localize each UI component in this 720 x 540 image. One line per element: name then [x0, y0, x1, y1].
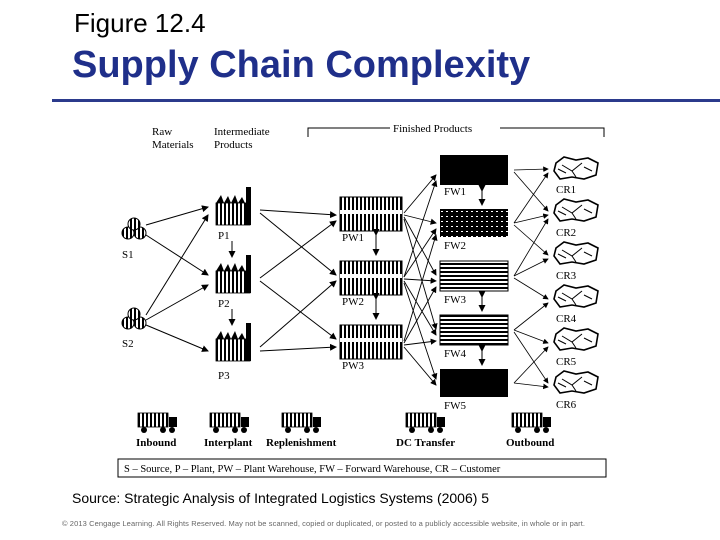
raw-materials-label-2: Materials — [152, 139, 194, 151]
customer-cr2-icon — [554, 199, 598, 221]
title-divider — [52, 99, 720, 102]
replenishment-arrows — [260, 210, 336, 351]
customer-cr4-label: CR4 — [556, 313, 577, 325]
customer-cr4-icon — [554, 285, 598, 307]
flow-replenishment-label: Replenishment — [266, 437, 337, 449]
source-citation: Source: Strategic Analysis of Integrated Logistics Systems (2006) 5 — [72, 490, 490, 506]
customer-cr2-label: CR2 — [556, 227, 577, 239]
customer-cr3-label: CR3 — [556, 270, 577, 282]
customer-cr1-icon — [554, 157, 598, 179]
plant-p2-icon — [216, 255, 251, 293]
intermediate-label-1: Intermediate — [214, 126, 270, 138]
customer-cr5-icon — [554, 328, 598, 350]
intermediate-label-2: Products — [214, 139, 253, 151]
dc-transfer-truck-icon — [406, 413, 445, 433]
outbound-arrows — [514, 169, 548, 387]
customer-cr6-icon — [554, 371, 598, 393]
flow-outbound-label: Outbound — [506, 437, 555, 449]
dc-transfer-arrows — [404, 175, 436, 385]
plant-p2-label: P2 — [218, 298, 230, 310]
source-s2-label: S2 — [122, 338, 134, 350]
source-s2-icon — [122, 308, 146, 329]
replenishment-truck-icon — [282, 413, 321, 433]
flow-dc-transfer-label: DC Transfer — [396, 437, 456, 449]
forward-warehouse-fw1-label: FW1 — [444, 186, 466, 198]
forward-warehouse-fw2-icon — [440, 209, 508, 237]
source-s1-label: S1 — [122, 249, 134, 261]
plant-p3-icon — [216, 323, 251, 361]
flow-interplant-label: Interplant — [204, 437, 253, 449]
plant-warehouse-pw2-icon — [340, 261, 402, 295]
forward-warehouse-fw4-icon — [440, 315, 508, 345]
forward-warehouse-fw4-label: FW4 — [444, 348, 466, 360]
forward-warehouse-fw3-icon — [440, 261, 508, 291]
forward-warehouse-fw1-icon — [440, 155, 508, 185]
customer-cr6-label: CR6 — [556, 399, 577, 411]
legend-text: S – Source, P – Plant, PW – Plant Warehouse, FW – Forward Warehouse, CR – Customer — [124, 464, 501, 475]
customer-cr5-label: CR5 — [556, 356, 577, 368]
copyright-notice: © 2013 Cengage Learning. All Rights Reserved. May not be scanned, copied or duplicated, or posted to a publicly accessible website, in whole or in part. — [62, 519, 586, 528]
plant-warehouse-pw1-icon — [340, 197, 402, 231]
plant-p1-label: P1 — [218, 230, 230, 242]
forward-warehouse-fw2-label: FW2 — [444, 240, 466, 252]
plant-warehouse-pw1-label: PW1 — [342, 232, 364, 244]
finished-products-label: Finished Products — [393, 123, 473, 135]
figure-number: Figure 12.4 — [74, 8, 206, 38]
page-title: Supply Chain Complexity — [72, 44, 531, 86]
customer-cr1-label: CR1 — [556, 184, 577, 196]
inbound-truck-icon — [138, 413, 177, 433]
plant-p3-label: P3 — [218, 370, 230, 382]
source-s1-icon — [122, 218, 146, 239]
flow-inbound-label: Inbound — [136, 437, 177, 449]
forward-warehouse-fw5-icon — [440, 369, 508, 397]
forward-warehouse-fw3-label: FW3 — [444, 294, 466, 306]
inbound-arrows — [146, 207, 208, 351]
plant-warehouse-pw3-icon — [340, 325, 402, 359]
outbound-truck-icon — [512, 413, 551, 433]
raw-materials-label-1: Raw — [152, 126, 173, 138]
supply-chain-diagram — [110, 115, 620, 485]
forward-warehouse-fw5-label: FW5 — [444, 400, 466, 412]
customer-cr3-icon — [554, 242, 598, 264]
plant-p1-icon — [216, 187, 251, 225]
interplant-truck-icon — [210, 413, 249, 433]
plant-warehouse-pw2-label: PW2 — [342, 296, 364, 308]
plant-warehouse-pw3-label: PW3 — [342, 360, 364, 372]
